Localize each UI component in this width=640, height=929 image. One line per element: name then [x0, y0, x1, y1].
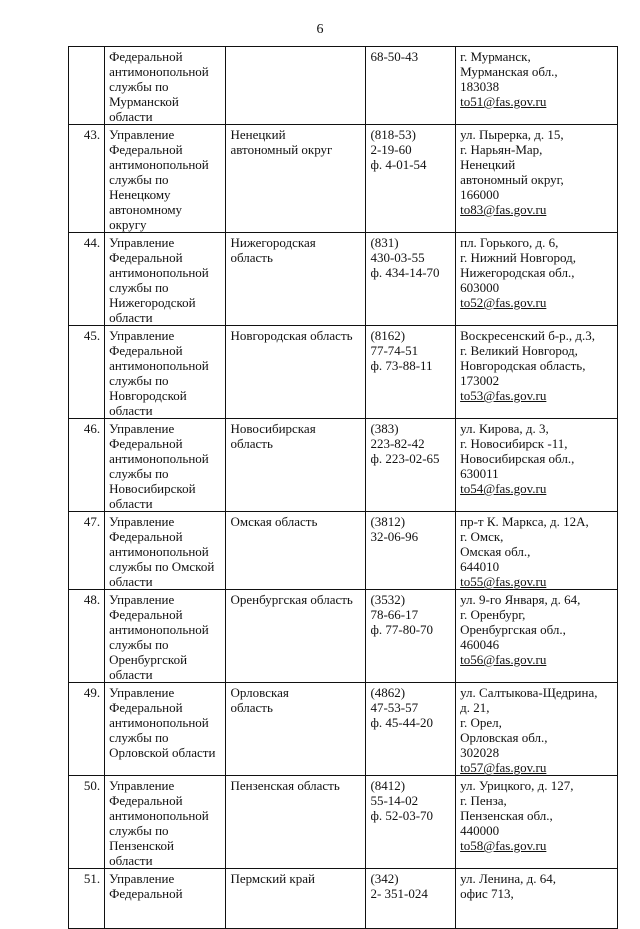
table-row — [69, 47, 618, 125]
office-name-line: области — [109, 496, 153, 511]
phone-line: ф. 45-44-20 — [370, 715, 434, 730]
row-number: 48. — [69, 590, 105, 683]
office-name-cell — [105, 326, 226, 419]
table-row — [69, 326, 618, 419]
address-cell — [456, 47, 618, 125]
phone-line: 2-19-60 — [370, 142, 412, 157]
office-name-line: службы по Омской — [109, 559, 215, 574]
phone-line: 68-50-43 — [370, 49, 419, 64]
phone-cell — [366, 590, 456, 683]
table-row — [69, 683, 618, 776]
address-cell — [456, 776, 618, 869]
region-cell — [226, 47, 366, 125]
address-cell — [456, 590, 618, 683]
office-name-line: Управление — [109, 685, 175, 700]
office-name-line: Новгородской — [109, 388, 187, 403]
row-number: 46. — [69, 419, 105, 512]
region-line: Новгородская область — [230, 328, 353, 343]
address-line: ул. Пырерка, д. 15, — [460, 127, 564, 142]
office-name-line: автономному — [109, 202, 183, 217]
office-name-line: области — [109, 403, 153, 418]
region-line: область — [230, 250, 273, 265]
office-name-line: Орловской области — [109, 745, 216, 760]
region-line: Новосибирская — [230, 421, 316, 436]
address-line: г. Оренбург, — [460, 607, 526, 622]
office-name-cell — [105, 512, 226, 590]
office-name-cell — [105, 776, 226, 869]
email-link[interactable]: to57@fas.gov.ru — [460, 760, 547, 775]
phone-cell — [366, 326, 456, 419]
phone-line: (342) — [370, 871, 399, 886]
phone-cell — [366, 419, 456, 512]
row-number: 47. — [69, 512, 105, 590]
phone-line: (3532) — [370, 592, 406, 607]
email-link[interactable]: to83@fas.gov.ru — [460, 202, 547, 217]
office-name-cell — [105, 683, 226, 776]
phone-line: 2- 351-024 — [370, 886, 428, 901]
office-name-line: Управление — [109, 514, 175, 529]
address-line: г. Нижний Новгород, — [460, 250, 576, 265]
phone-line: 430-03-55 — [370, 250, 425, 265]
office-name-line: службы по — [109, 373, 169, 388]
office-name-line: области — [109, 667, 153, 682]
office-name-line: Нижегородской — [109, 295, 196, 310]
phone-line: (831) — [370, 235, 399, 250]
address-line: автономный округ, — [460, 172, 564, 187]
region-cell — [226, 869, 366, 929]
address-cell — [456, 683, 618, 776]
territorial-offices-table — [68, 46, 618, 929]
office-name-cell — [105, 233, 226, 326]
office-name-line: антимонопольной — [109, 358, 209, 373]
office-name-line: Федеральной — [109, 343, 183, 358]
phone-cell — [366, 233, 456, 326]
address-line: 630011 — [460, 466, 499, 481]
address-line: ул. Кирова, д. 3, — [460, 421, 549, 436]
address-line: г. Пенза, — [460, 793, 507, 808]
address-line: ул. Ленина, д. 64, — [460, 871, 557, 886]
table-row — [69, 125, 618, 233]
office-name-line: антимонопольной — [109, 622, 209, 637]
table-row — [69, 590, 618, 683]
row-number: 45. — [69, 326, 105, 419]
phone-line: ф. 52-03-70 — [370, 808, 434, 823]
region-line: Ненецкий — [230, 127, 286, 142]
address-line: Пензенская обл., — [460, 808, 553, 823]
phone-line: 223-82-42 — [370, 436, 425, 451]
region-cell — [226, 590, 366, 683]
email-link[interactable]: to54@fas.gov.ru — [460, 481, 547, 496]
office-name-line: Федеральной — [109, 529, 183, 544]
office-name-line: Федеральной — [109, 436, 183, 451]
office-name-line: Управление — [109, 328, 175, 343]
office-name-line: антимонопольной — [109, 157, 209, 172]
phone-line: (4862) — [370, 685, 406, 700]
address-line: г. Великий Новгород, — [460, 343, 578, 358]
office-name-cell — [105, 869, 226, 929]
address-cell — [456, 869, 618, 929]
phone-line: ф. 4-01-54 — [370, 157, 427, 172]
office-name-line: округу — [109, 217, 147, 232]
region-cell — [226, 419, 366, 512]
table-row — [69, 869, 618, 929]
address-line: д. 21, — [460, 700, 490, 715]
address-line: Воскресенский б-р., д.3, — [460, 328, 595, 343]
office-name-line: Федеральной — [109, 607, 183, 622]
table-row — [69, 512, 618, 590]
page-number: 6 — [316, 22, 324, 37]
address-cell — [456, 512, 618, 590]
address-line: Нижегородская обл., — [460, 265, 575, 280]
region-line: Пензенская область — [230, 778, 340, 793]
address-line: г. Омск, — [460, 529, 504, 544]
email-link[interactable]: to58@fas.gov.ru — [460, 838, 547, 853]
table-row — [69, 776, 618, 869]
address-line: 644010 — [460, 559, 500, 574]
table-row — [69, 233, 618, 326]
address-line: офис 713, — [460, 886, 514, 901]
office-name-line: Мурманской — [109, 94, 179, 109]
office-name-cell — [105, 47, 226, 125]
row-number: 49. — [69, 683, 105, 776]
address-line: 173002 — [460, 373, 500, 388]
address-line: Новгородская область, — [460, 358, 586, 373]
region-line: Нижегородская — [230, 235, 316, 250]
address-line: 603000 — [460, 280, 500, 295]
office-name-line: Федеральной — [109, 49, 183, 64]
email-link[interactable]: to53@fas.gov.ru — [460, 388, 547, 403]
region-line: область — [230, 700, 273, 715]
office-name-line: Управление — [109, 778, 175, 793]
office-name-line: области — [109, 310, 153, 325]
office-name-line: Федеральной — [109, 793, 183, 808]
address-line: 440000 — [460, 823, 500, 838]
address-line: г. Нарьян-Мар, — [460, 142, 543, 157]
phone-line: (3812) — [370, 514, 406, 529]
phone-line: (383) — [370, 421, 399, 436]
office-name-line: Пензенской — [109, 838, 174, 853]
office-name-line: службы по — [109, 79, 169, 94]
office-name-line: службы по — [109, 730, 169, 745]
office-name-line: службы по — [109, 172, 169, 187]
address-line: Мурманская обл., — [460, 64, 558, 79]
address-cell — [456, 125, 618, 233]
address-cell — [456, 419, 618, 512]
address-line: Орловская обл., — [460, 730, 548, 745]
address-line: Новосибирская обл., — [460, 451, 575, 466]
office-name-line: антимонопольной — [109, 544, 209, 559]
office-name-line: Оренбургской — [109, 652, 188, 667]
email-link[interactable]: to55@fas.gov.ru — [460, 574, 547, 589]
email-link[interactable]: to56@fas.gov.ru — [460, 652, 547, 667]
office-name-line: Федеральной — [109, 142, 183, 157]
address-line: пр-т К. Маркса, д. 12А, — [460, 514, 589, 529]
region-line: Омская область — [230, 514, 318, 529]
office-name-line: Управление — [109, 235, 175, 250]
phone-line: ф. 223-02-65 — [370, 451, 440, 466]
office-name-line: антимонопольной — [109, 451, 209, 466]
office-name-line: Управление — [109, 421, 175, 436]
phone-line: 55-14-02 — [370, 793, 419, 808]
office-name-line: службы по — [109, 823, 169, 838]
region-line: Пермский край — [230, 871, 315, 886]
phone-line: 32-06-96 — [370, 529, 419, 544]
phone-cell — [366, 776, 456, 869]
office-name-line: Управление — [109, 127, 175, 142]
office-name-line: области — [109, 109, 153, 124]
office-name-line: службы по — [109, 637, 169, 652]
region-cell — [226, 125, 366, 233]
region-line: область — [230, 436, 273, 451]
office-name-line: антимонопольной — [109, 715, 209, 730]
phone-cell — [366, 125, 456, 233]
address-line: пл. Горького, д. 6, — [460, 235, 559, 250]
address-cell — [456, 326, 618, 419]
phone-cell — [366, 683, 456, 776]
row-number: 43. — [69, 125, 105, 233]
office-name-cell — [105, 125, 226, 233]
address-line: 302028 — [460, 745, 500, 760]
address-line: 460046 — [460, 637, 500, 652]
office-name-cell — [105, 590, 226, 683]
office-name-line: Управление — [109, 592, 175, 607]
phone-line: (818-53) — [370, 127, 416, 142]
address-line: Оренбургская обл., — [460, 622, 566, 637]
address-line: 183038 — [460, 79, 500, 94]
office-name-line: области — [109, 574, 153, 589]
phone-line: (8412) — [370, 778, 406, 793]
row-number — [69, 47, 105, 125]
office-name-line: антимонопольной — [109, 265, 209, 280]
address-line: г. Орел, — [460, 715, 502, 730]
office-name-line: службы по — [109, 466, 169, 481]
region-line: Оренбургская область — [230, 592, 353, 607]
address-cell — [456, 233, 618, 326]
address-line: 166000 — [460, 187, 500, 202]
office-name-cell — [105, 419, 226, 512]
address-line: Ненецкий — [460, 157, 516, 172]
row-number: 51. — [69, 869, 105, 929]
address-line: г. Новосибирск -11, — [460, 436, 568, 451]
address-line: г. Мурманск, — [460, 49, 531, 64]
email-link[interactable]: to52@fas.gov.ru — [460, 295, 547, 310]
row-number: 44. — [69, 233, 105, 326]
region-line: автономный округ — [230, 142, 333, 157]
office-name-line: Федеральной — [109, 700, 183, 715]
address-line: ул. 9-го Января, д. 64, — [460, 592, 581, 607]
region-line: Орловская — [230, 685, 289, 700]
region-cell — [226, 233, 366, 326]
phone-cell — [366, 869, 456, 929]
phone-line: ф. 73-88-11 — [370, 358, 433, 373]
region-cell — [226, 326, 366, 419]
office-name-line: Новосибирской — [109, 481, 196, 496]
phone-line: (8162) — [370, 328, 406, 343]
address-line: ул. Салтыкова-Щедрина, — [460, 685, 598, 700]
region-cell — [226, 776, 366, 869]
phone-cell — [366, 512, 456, 590]
email-link[interactable]: to51@fas.gov.ru — [460, 94, 547, 109]
address-line: ул. Урицкого, д. 127, — [460, 778, 574, 793]
office-name-line: антимонопольной — [109, 808, 209, 823]
office-name-line: Управление — [109, 871, 175, 886]
phone-cell — [366, 47, 456, 125]
phone-line: 77-74-51 — [370, 343, 419, 358]
office-name-line: Федеральной — [109, 250, 183, 265]
phone-line: ф. 434-14-70 — [370, 265, 440, 280]
office-name-line: Ненецкому — [109, 187, 171, 202]
row-number: 50. — [69, 776, 105, 869]
office-name-line: антимонопольной — [109, 64, 209, 79]
address-line: Омская обл., — [460, 544, 531, 559]
table-row — [69, 419, 618, 512]
phone-line: ф. 77-80-70 — [370, 622, 434, 637]
region-cell — [226, 512, 366, 590]
office-name-line: Федеральной — [109, 886, 183, 901]
region-cell — [226, 683, 366, 776]
office-name-line: области — [109, 853, 153, 868]
office-name-line: службы по — [109, 280, 169, 295]
phone-line: 47-53-57 — [370, 700, 419, 715]
phone-line: 78-66-17 — [370, 607, 419, 622]
